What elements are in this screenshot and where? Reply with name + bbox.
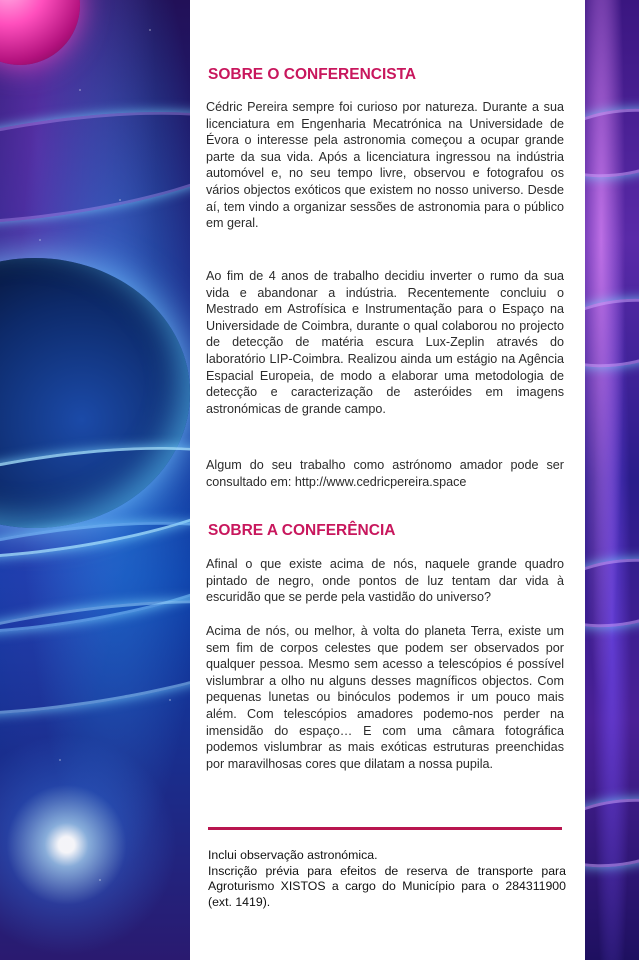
nebula-ring — [585, 290, 639, 376]
nebula-ring — [585, 790, 639, 876]
bio-paragraph-2: Ao fim de 4 anos de trabalho decidiu inverter o rumo da sua vida e abandonar a indústria. Recentemente concluiu o Mestrado em Astrofísica e Instrumentação para o Espaço na Universidade de Coimbra, durante o qual colaborou no projecto de detecção de matéria escura Lux-Zeplin através do laboratório LIP-Coimbra. Realizou ainda um estágio na Agência Espacial Europeia, de modo a elaborar uma metodologia de detecção e caracterização de asteróides em imagens astronómicas de grande campo. — [206, 269, 564, 416]
content-panel — [190, 0, 585, 960]
nebula-ring — [585, 550, 639, 636]
nebula-ring — [585, 100, 639, 186]
footer-note — [208, 848, 566, 910]
talk-paragraph-1: Afinal o que existe acima de nós, naquele grande quadro pintado de negro, onde pontos de luz tentam dar vida à escuridão que se perde pela vastidão do universo? — [206, 557, 564, 605]
bio-paragraph-3: Algum do seu trabalho como astrónomo amador pode ser consultado em: http://www.cedricpereira.space — [206, 458, 564, 489]
section-title-conferencista: SOBRE O CONFERENCISTA — [208, 66, 417, 83]
talk-paragraph-2: Acima de nós, ou melhor, à volta do planeta Terra, existe um sem fim de corpos celestes que podem ser observados por qualquer pessoa. Mesmo sem acesso a telescópios é possível vislumbrar a olho nu alguns desses magníficos objectos. Com pequenas lunetas ou binóculos podemos ir um pouco mais além. Com telescópios amadores podemo-nos perder na imensidão do espaço… E com uma câmara fotográfica podemos vislumbrar as mais exóticas estruturas preenchidas por maravilhosas cores que dilatam a nossa pupila. — [206, 624, 564, 771]
footer-note-line-1: Inclui observação astronómica. — [208, 848, 378, 862]
section-title-conferencia: SOBRE A CONFERÊNCIA — [208, 522, 396, 539]
space-background-left — [0, 0, 190, 960]
bio-paragraph-1: Cédric Pereira sempre foi curioso por natureza. Durante a sua licenciatura em Engenharia Mecatrónica na Universidade de Évora o interesse pela astronomia começou a ocupar grande parte da sua vida. Após a licenciatura ingressou na indústria automóvel e, no seu tempo livre, observou e fotografou os vários objectos exóticos que existem no nosso universo. Desde aí, tem vindo a organizar sessões de astronomia para o público em geral. — [206, 100, 564, 231]
section-divider — [208, 827, 562, 830]
space-background-right — [585, 0, 639, 960]
footer-note-line-2: Inscrição prévia para efeitos de reserva de transporte para Agroturismo XISTOS a cargo do Município para o 284311900 (ext. 1419). — [208, 863, 566, 909]
